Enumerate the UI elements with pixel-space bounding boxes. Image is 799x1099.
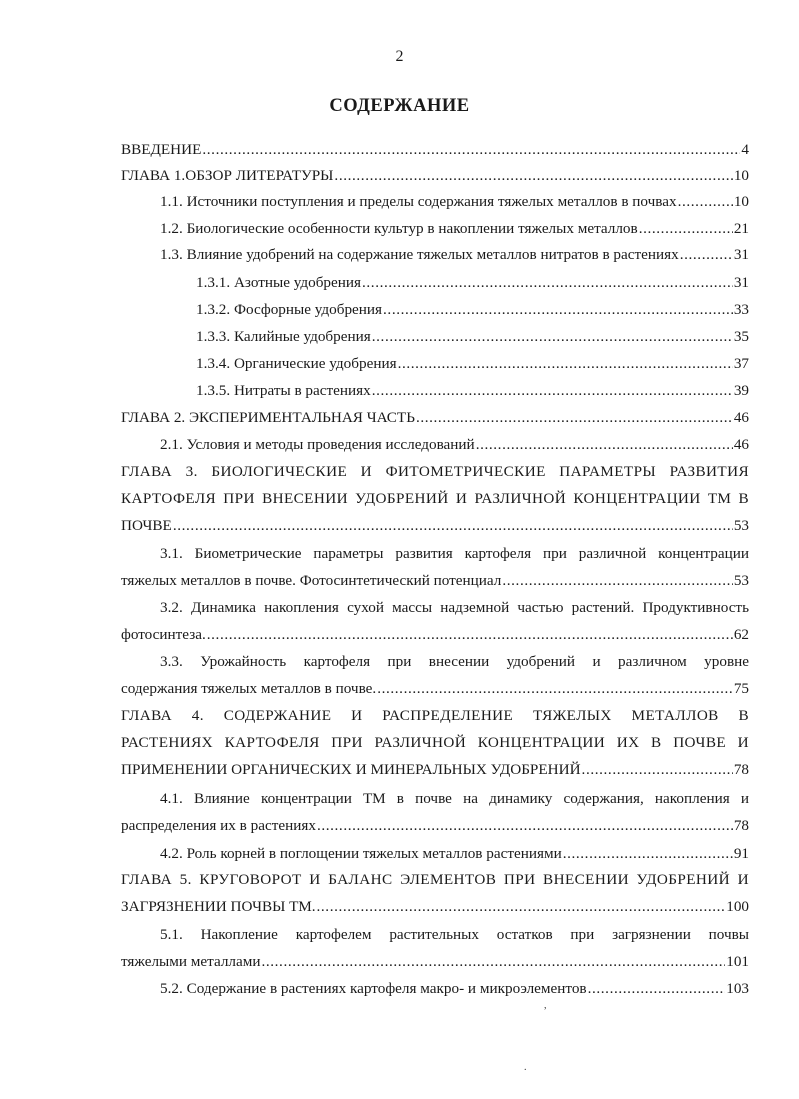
toc-entry-text: тяжелыми металлами — [121, 953, 261, 970]
leader-dots — [317, 897, 726, 917]
toc-entry-chapter-2 — [121, 408, 749, 428]
toc-entry-4-1-line-1: 4.1. Влияние концентрации ТМ в почве на динамику содержания, накопления и — [160, 790, 749, 807]
toc-entry-chapter-5-line-2 — [121, 897, 749, 917]
toc-entry-page: 101 — [726, 953, 749, 970]
toc-entry-text: 1.1. Источники поступления и пределы содержания тяжелых металлов в почвах — [160, 193, 677, 210]
toc-entry-page: 31 — [733, 246, 749, 263]
toc-entry-chapter-4-line-1: ГЛАВА 4. СОДЕРЖАНИЕ И РАСПРЕДЕЛЕНИЕ ТЯЖЕЛЫХ МЕТАЛЛОВ В — [121, 707, 749, 724]
toc-entry-1-3-2 — [196, 300, 749, 320]
toc-entry-text: фотосинтеза. — [121, 626, 206, 643]
toc-entry-page: 10 — [733, 193, 749, 210]
toc-entry-page: 103 — [726, 980, 749, 997]
toc-entry-text: содержания тяжелых металлов в почве. — [121, 680, 377, 697]
toc-entry-page: 75 — [733, 680, 749, 697]
toc-entry-1-3-4 — [196, 354, 749, 374]
leader-dots — [639, 219, 733, 239]
toc-entry-1-2 — [160, 219, 749, 239]
toc-entry-3-1-line-2 — [121, 571, 749, 591]
toc-entry-page: 4 — [741, 141, 749, 158]
toc-entry-chapter-3-line-1: ГЛАВА 3. БИОЛОГИЧЕСКИЕ И ФИТОМЕТРИЧЕСКИЕ ПАРАМЕТРЫ РАЗВИТИЯ — [121, 463, 749, 480]
toc-entry-text: тяжелых металлов в почве. Фотосинтетический потенциал — [121, 572, 502, 589]
toc-entry-page: 39 — [733, 382, 749, 399]
toc-entry-page: 46 — [733, 436, 749, 453]
leader-dots — [680, 245, 733, 265]
toc-entry-text: ПРИМЕНЕНИИ ОРГАНИЧЕСКИХ И МИНЕРАЛЬНЫХ УДОБРЕНИЙ — [121, 761, 581, 778]
toc-entry-page: 46 — [733, 409, 749, 426]
toc-entry-page: 10 — [733, 167, 749, 184]
toc-entry-chapter-5-line-1: ГЛАВА 5. КРУГОВОРОТ И БАЛАНС ЭЛЕМЕНТОВ ПРИ ВНЕСЕНИИ УДОБРЕНИЙ И — [121, 871, 749, 888]
toc-entry-4-2 — [160, 844, 749, 864]
toc-entry-page: 53 — [733, 517, 749, 534]
toc-entry-chapter-1 — [121, 166, 749, 186]
toc-entry-chapter-3-line-2: КАРТОФЕЛЯ ПРИ ВНЕСЕНИИ УДОБРЕНИЙ И РАЗЛИЧНОЙ КОНЦЕНТРАЦИИ ТМ В — [121, 490, 749, 507]
leader-dots — [317, 816, 733, 836]
toc-entry-page: 91 — [733, 845, 749, 862]
toc-entry-page: 78 — [733, 761, 749, 778]
toc-entry-text: 2.1. Условия и методы проведения исследований — [160, 436, 475, 453]
leader-dots — [588, 979, 726, 999]
toc-entry-3-1-line-1: 3.1. Биометрические параметры развития картофеля при различной концентрации — [160, 545, 749, 562]
toc-entry-3-2-line-1: 3.2. Динамика накопления сухой массы надземной частью растений. Продуктивность — [160, 599, 749, 616]
leader-dots — [416, 408, 733, 428]
leader-dots — [207, 625, 733, 645]
toc-entry-text: ЗАГРЯЗНЕНИИ ПОЧВЫ ТМ. — [121, 898, 316, 915]
scan-speck: . — [524, 1062, 527, 1073]
toc-entry-2-1 — [160, 435, 749, 455]
toc-entry-text: 1.3.3. Калийные удобрения — [196, 328, 371, 345]
toc-entry-text: 1.3.5. Нитраты в растениях — [196, 382, 371, 399]
leader-dots — [383, 300, 733, 320]
toc-entry-1-3-1 — [196, 273, 749, 293]
toc-entry-page: 37 — [733, 355, 749, 372]
toc-entry-text: 1.3.4. Органические удобрения — [196, 355, 397, 372]
toc-entry-text: 5.2. Содержание в растениях картофеля макро- и микроэлементов — [160, 980, 587, 997]
leader-dots — [334, 166, 732, 186]
toc-entry-3-3-line-1: 3.3. Урожайность картофеля при внесении удобрений и различном уровне — [160, 653, 749, 670]
toc-entry-text: 1.3.1. Азотные удобрения — [196, 274, 362, 291]
toc-entry-page: 31 — [733, 274, 749, 291]
leader-dots — [582, 760, 733, 780]
toc-entry-text: 1.2. Биологические особенности культур в накоплении тяжелых металлов — [160, 220, 638, 237]
scan-speck: , — [544, 1000, 547, 1011]
toc-entry-3-3-line-2 — [121, 679, 749, 699]
leader-dots — [563, 844, 733, 864]
toc-entry-5-2 — [160, 979, 749, 999]
toc-entry-5-1-line-1: 5.1. Накопление картофелем растительных остатков при загрязнении почвы — [160, 926, 749, 943]
toc-entry-4-1-line-2 — [121, 816, 749, 836]
toc-entry-text: ГЛАВА 1.ОБЗОР ЛИТЕРАТУРЫ — [121, 167, 334, 184]
toc-entry-text: ПОЧВЕ — [121, 517, 172, 534]
toc-entry-text: 1.3.2. Фосфорные удобрения — [196, 301, 383, 318]
toc-entry-5-1-line-2 — [121, 952, 749, 972]
leader-dots — [398, 354, 733, 374]
toc-entry-text: ВВЕДЕНИЕ — [121, 141, 202, 158]
toc-entry-page: 21 — [733, 220, 749, 237]
leader-dots — [173, 516, 733, 536]
leader-dots — [678, 192, 733, 212]
toc-entry-text: распределения их в растениях — [121, 817, 316, 834]
toc-entry-chapter-4-line-3 — [121, 760, 749, 780]
toc-entry-page: 78 — [733, 817, 749, 834]
leader-dots — [377, 679, 733, 699]
page-number: 2 — [395, 48, 404, 65]
leader-dots — [372, 327, 733, 347]
toc-entry-3-2-line-2 — [121, 625, 749, 645]
toc-title: СОДЕРЖАНИЕ — [329, 96, 470, 116]
toc-entry-1-3-5 — [196, 381, 749, 401]
leader-dots — [476, 435, 733, 455]
leader-dots — [261, 952, 725, 972]
toc-entry-chapter-4-line-2: РАСТЕНИЯХ КАРТОФЕЛЯ ПРИ РАЗЛИЧНОЙ КОНЦЕНТРАЦИИ ИХ В ПОЧВЕ И — [121, 734, 749, 751]
leader-dots — [202, 140, 740, 160]
toc-entry-page: 33 — [733, 301, 749, 318]
toc-entry-text: ГЛАВА 2. ЭКСПЕРИМЕНТАЛЬНАЯ ЧАСТЬ — [121, 409, 415, 426]
leader-dots — [362, 273, 733, 293]
toc-entry-text: 1.3. Влияние удобрений на содержание тяжелых металлов нитратов в растениях — [160, 246, 679, 263]
toc-entry-page: 53 — [733, 572, 749, 589]
toc-entry-1-3-3 — [196, 327, 749, 347]
toc-entry-1-1 — [160, 192, 749, 212]
leader-dots — [372, 381, 733, 401]
toc-entry-chapter-3-line-3 — [121, 516, 749, 536]
toc-entry-intro — [121, 140, 749, 160]
toc-entry-1-3 — [160, 245, 749, 265]
toc-entry-page: 100 — [726, 898, 749, 915]
leader-dots — [502, 571, 732, 591]
toc-entry-page: 62 — [733, 626, 749, 643]
toc-entry-text: 4.2. Роль корней в поглощении тяжелых металлов растениями — [160, 845, 562, 862]
toc-entry-page: 35 — [733, 328, 749, 345]
